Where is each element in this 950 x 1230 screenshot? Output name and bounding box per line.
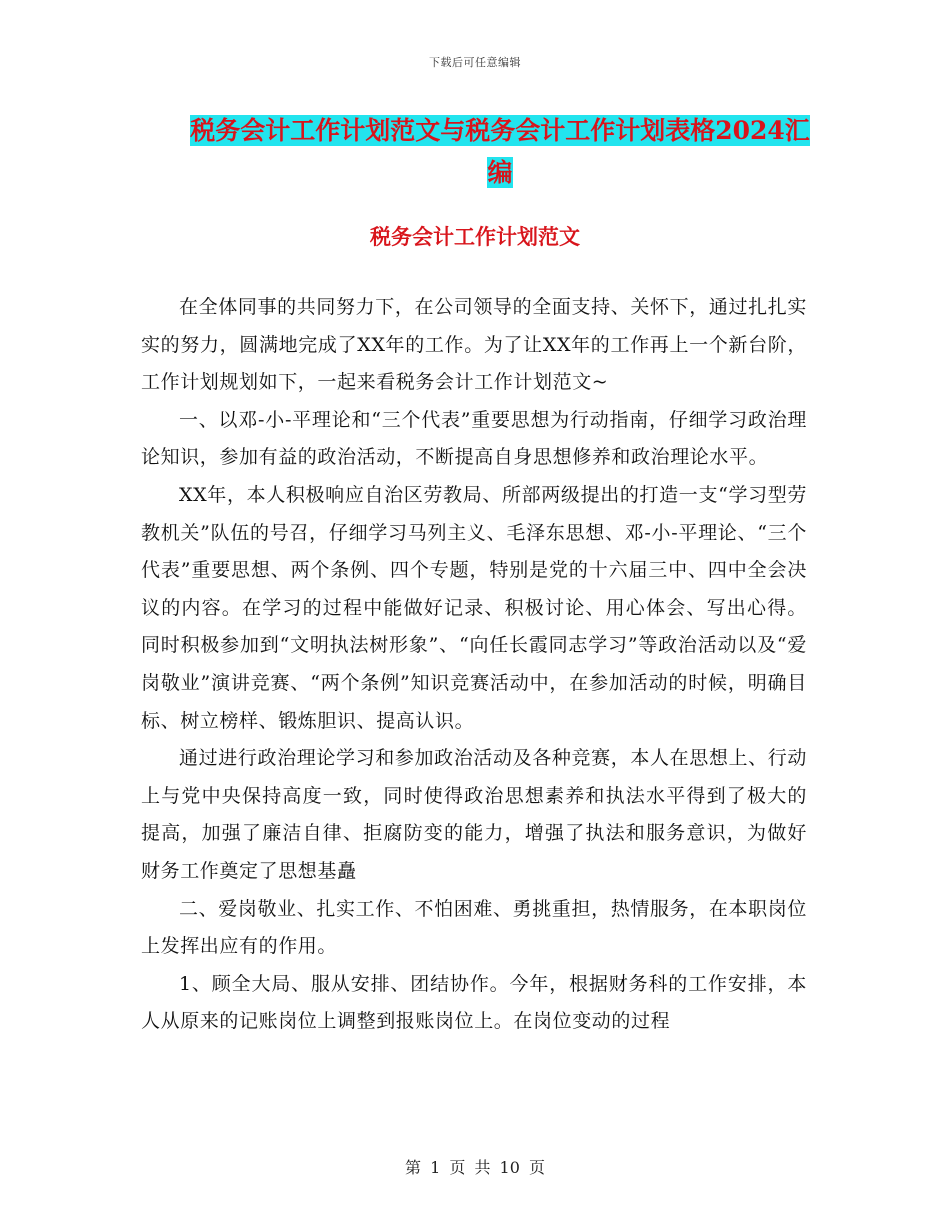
paragraph: 1、顾全大局、服从安排、团结协作。今年，根据财务科的工作安排，本人从原来的记账岗位上调整到报账岗位上。在岗位变动的过程: [141, 972, 807, 1033]
header-note: 下载后可任意编辑: [429, 56, 521, 69]
section-title: 税务会计工作计划范文: [370, 224, 580, 249]
paragraph: 通过进行政治理论学习和参加政治活动及各种竞赛，本人在思想上、行动上与党中央保持高度一致，同时使得政治思想素养和执法水平得到了极大的提高，加强了廉洁自律、拒腐防变的能力，增强了执法和服务意识，为做好财务工作奠定了思想基矗: [141, 747, 807, 882]
page-footer: 第 1 页 共 10 页: [405, 1158, 545, 1177]
document-body: [141, 289, 807, 1041]
paragraph: XX年，本人积极响应自治区劳教局、所部两级提出的打造一支“学习型劳教机关”队伍的号召，仔细学习马列主义、毛泽东思想、邓-小-平理论、“三个代表”重要思想、两个条例、四个专题，特别是党的十六届三中、四中全会决议的内容。在学习的过程中能做好记录、积极讨论、用心体会、写出心得。同时积极参加到“文明执法树形象”、“向任长霞同志学习”等政治活动以及“爱岗敬业”演讲竞赛、“两个条例”知识竞赛活动中，在参加活动的时候，明确目标、树立榜样、锻炼胆识、提高认识。: [141, 483, 807, 732]
paragraph: 在全体同事的共同努力下，在公司领导的全面支持、关怀下，通过扎扎实实的努力，圆满地完成了XX年的工作。为了让XX年的工作再上一个新台阶，工作计划规划如下，一起来看税务会计工作计划范文~: [141, 296, 807, 394]
document-title-text: 税务会计工作计划范文与税务会计工作计划表格2024汇编: [190, 116, 810, 187]
paragraph: 一、以邓-小-平理论和“三个代表”重要思想为行动指南，仔细学习政治理论知识，参加有益的政治活动，不断提高自身思想修养和政治理论水平。: [141, 408, 807, 469]
paragraph: 二、爱岗敬业、扎实工作、不怕困难、勇挑重担，热情服务，在本职岗位上发挥出应有的作用。: [141, 897, 807, 958]
document-title: [190, 110, 810, 194]
